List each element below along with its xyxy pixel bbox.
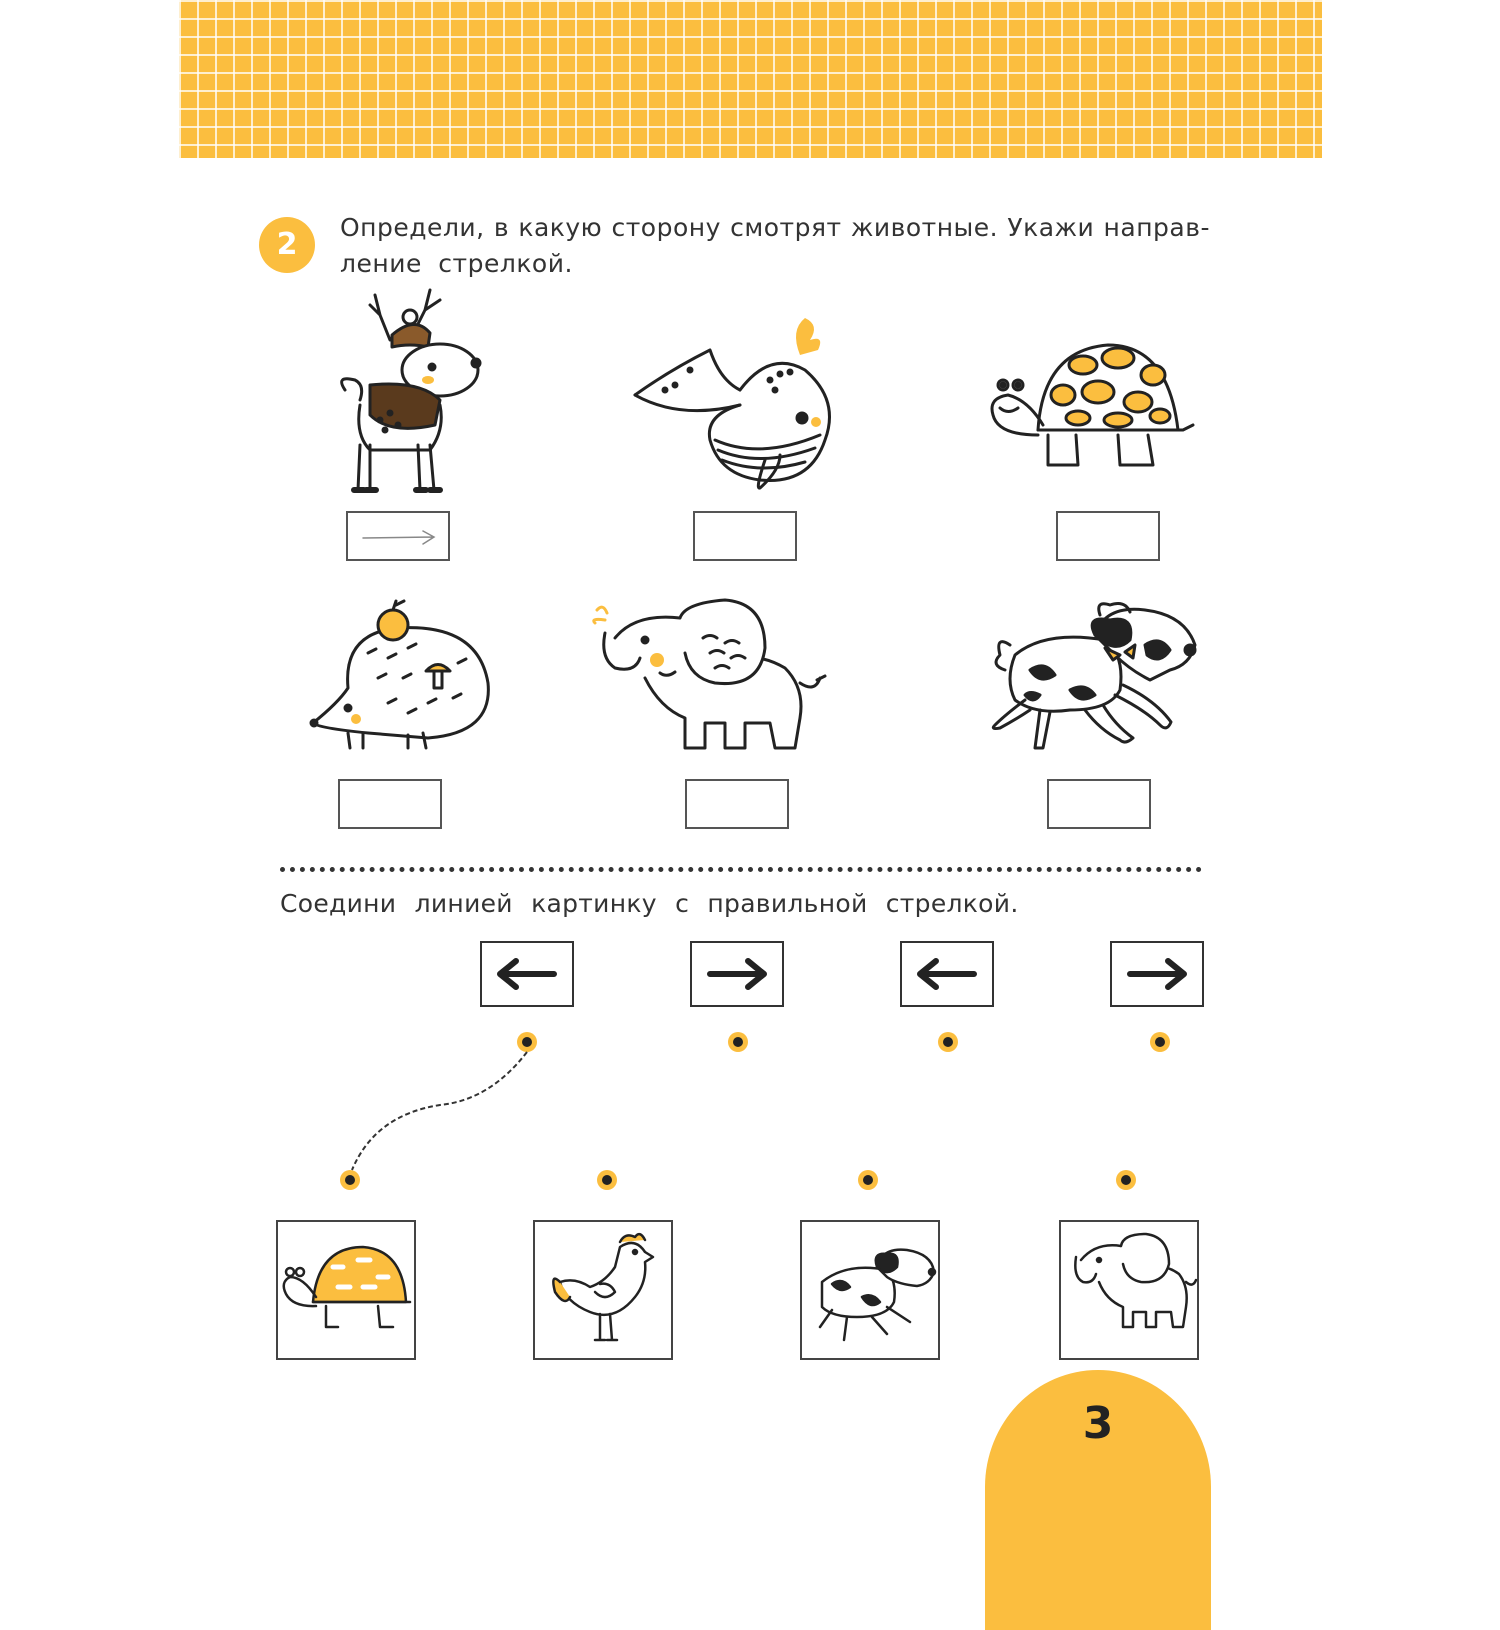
page-number: 3	[1082, 1398, 1114, 1449]
connect-instruction: Соедини линией картинку с правильной стрелкой.	[280, 889, 1019, 918]
picture-card-turtle[interactable]	[276, 1220, 416, 1360]
task-instruction-line1: Определи, в какую сторону смотрят животные. Укажи направ-	[340, 213, 1210, 242]
task-number-badge: 2	[259, 217, 315, 273]
picture-card-elephant[interactable]	[1059, 1220, 1199, 1360]
task-instruction-line2: ление стрелкой.	[340, 249, 573, 278]
picture-dot-3[interactable]	[858, 1170, 878, 1190]
picture-dot-2[interactable]	[597, 1170, 617, 1190]
picture-dot-1[interactable]	[340, 1170, 360, 1190]
picture-dot-4[interactable]	[1116, 1170, 1136, 1190]
picture-card-dog[interactable]	[800, 1220, 940, 1360]
picture-card-rooster[interactable]	[533, 1220, 673, 1360]
